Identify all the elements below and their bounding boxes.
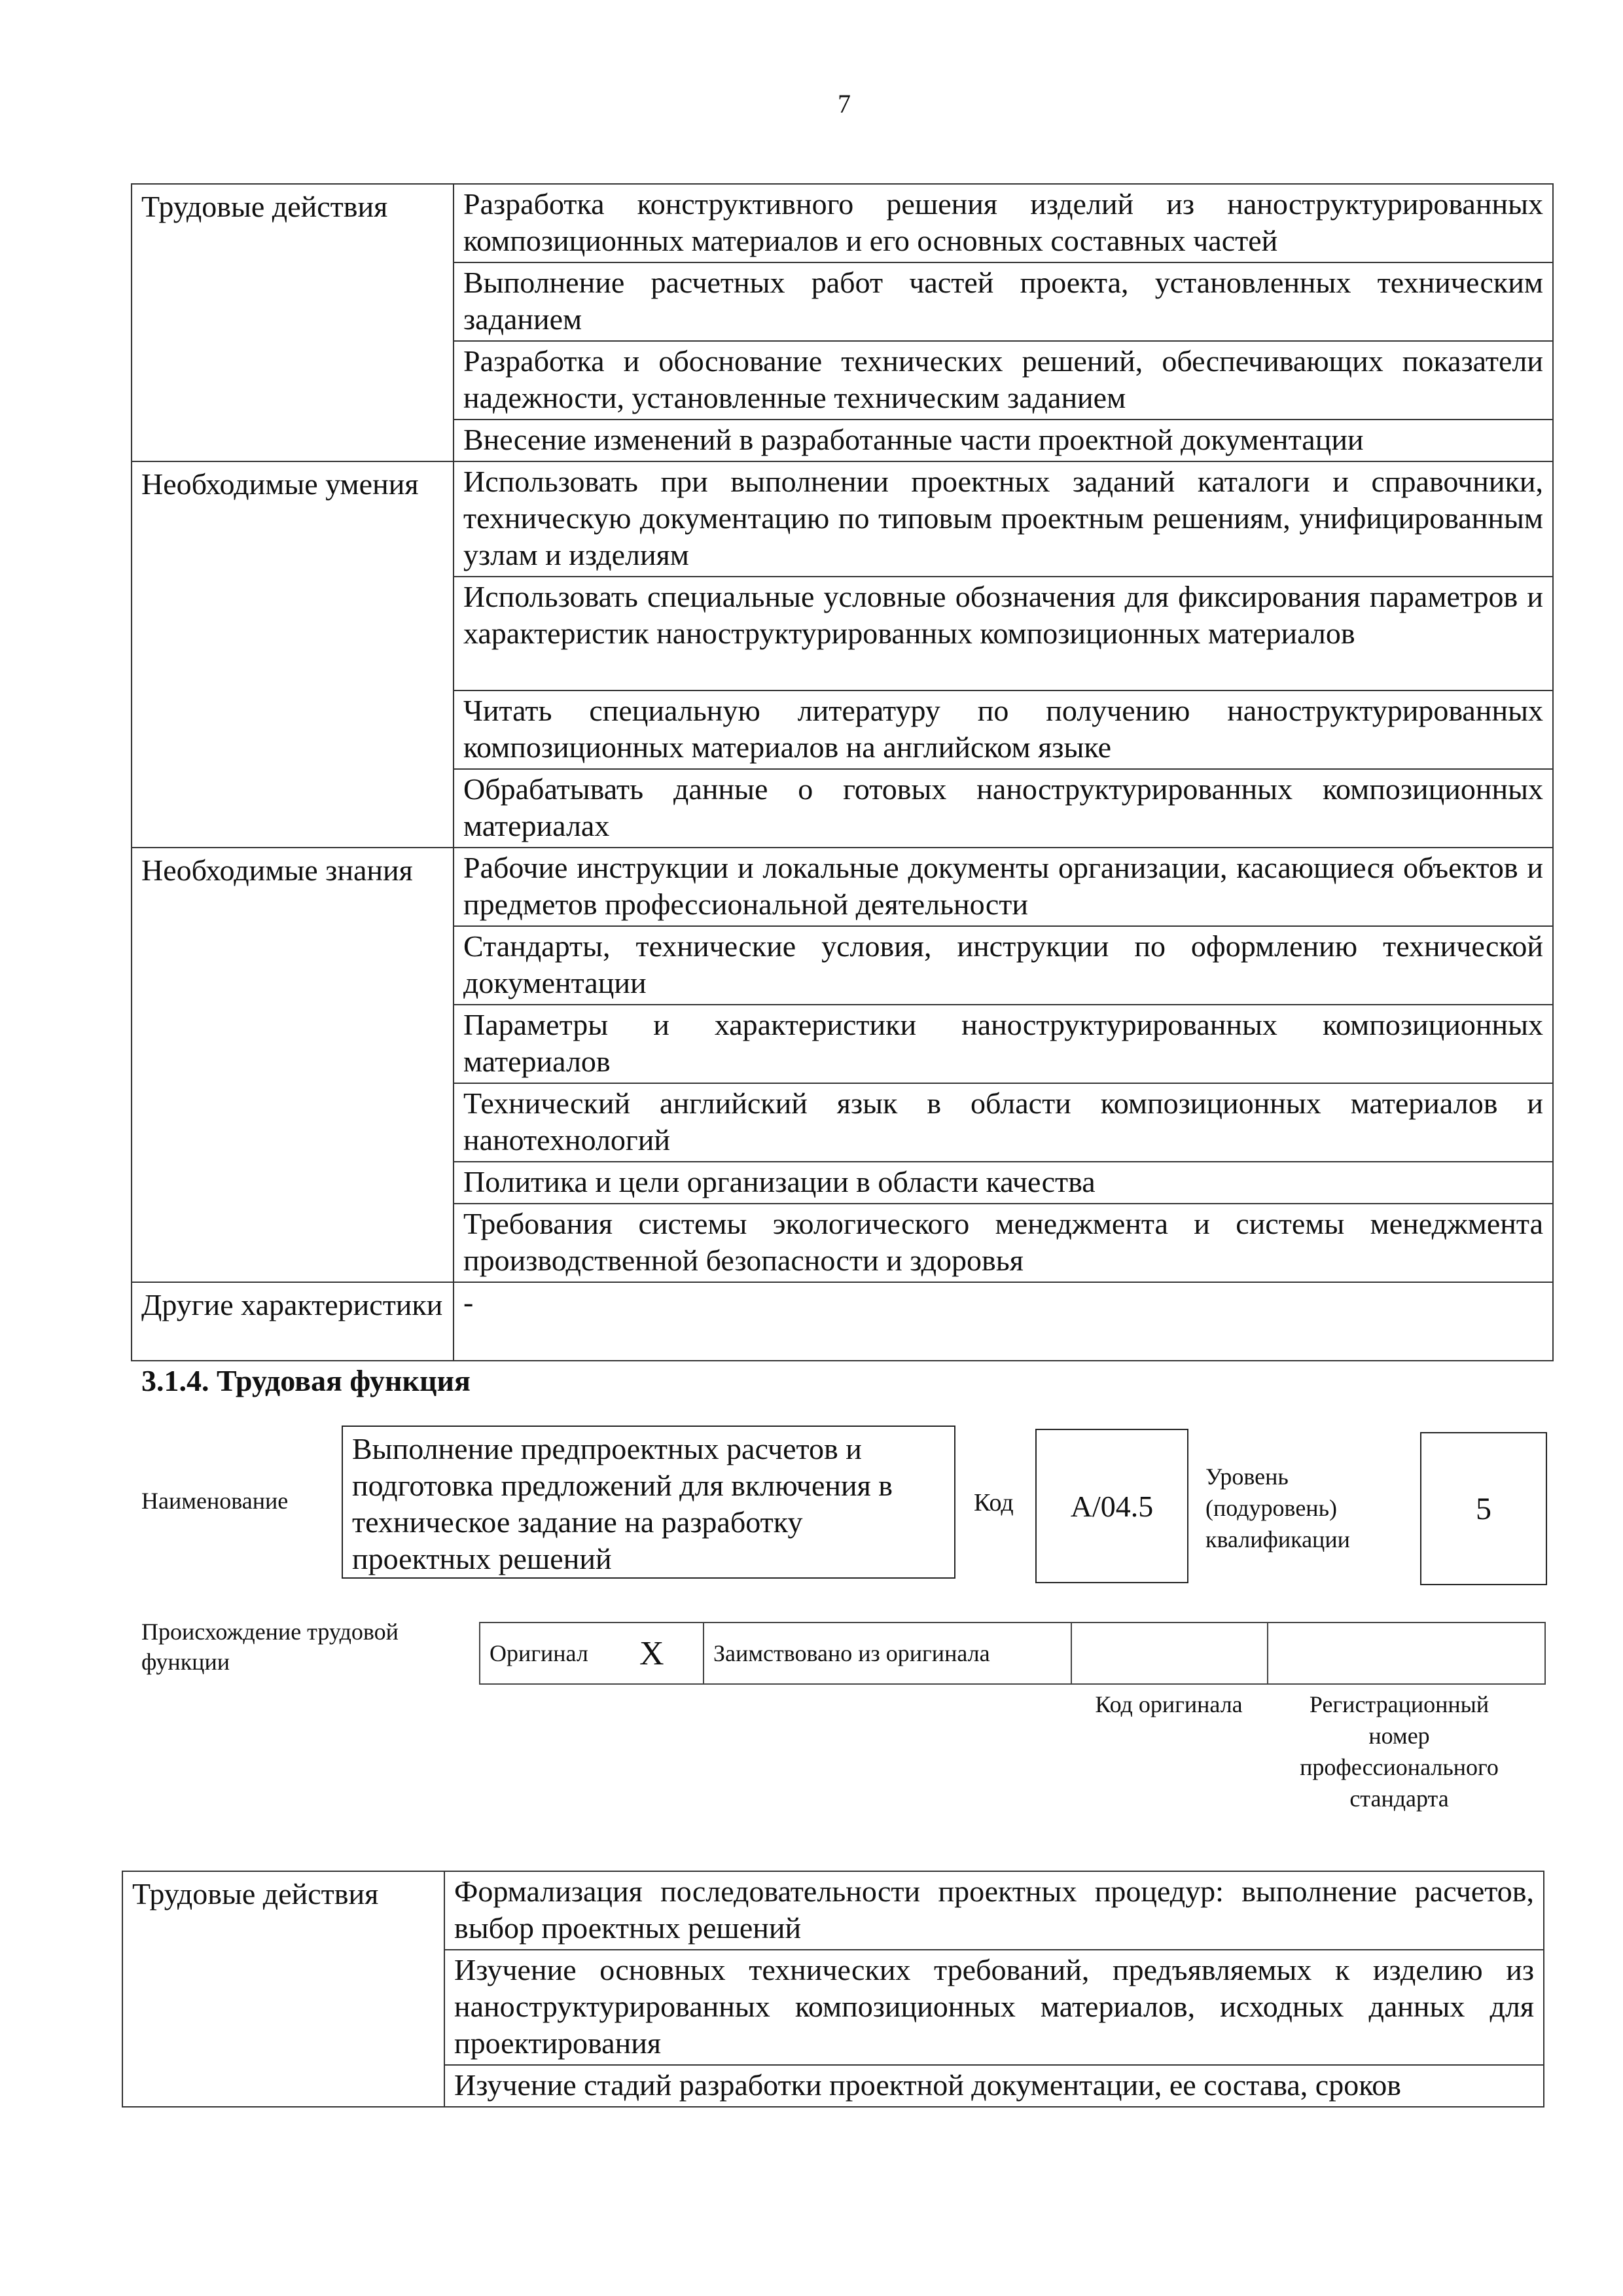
original-label: Оригинал bbox=[480, 1623, 630, 1684]
table-cell: Использовать при выполнении проектных заданий каталоги и справочники, техническую документацию по типовым проектным решениям, унифицированным узлам и изделиям bbox=[454, 461, 1553, 577]
code-label: Код bbox=[974, 1489, 1014, 1516]
origin-table bbox=[479, 1622, 1546, 1685]
table-row bbox=[122, 1871, 1544, 1950]
qualification-level-box: 5 bbox=[1420, 1432, 1547, 1585]
name-label: Наименование bbox=[141, 1488, 289, 1514]
table-cell: Выполнение расчетных работ частей проекта, установленных техническим заданием bbox=[454, 262, 1553, 341]
function-code-box: A/04.5 bbox=[1035, 1429, 1188, 1583]
table-cell: Разработка и обоснование технических решений, обеспечивающих показатели надежности, установленные техническим заданием bbox=[454, 341, 1553, 420]
row-label-labor-actions: Трудовые действия bbox=[122, 1871, 444, 2107]
table-cell: Формализация последовательности проектных процедур: выполнение расчетов, выбор проектных решений bbox=[444, 1871, 1544, 1950]
table-cell: Изучение основных технических требований, предъявляемых к изделию из наноструктурированных композиционных материалов, исходных данных для проектирования bbox=[444, 1950, 1544, 2065]
table-row bbox=[132, 461, 1553, 577]
table-cell: Читать специальную литературу по получению наноструктурированных композиционных материалов на английском языке bbox=[454, 691, 1553, 769]
table-cell: Использовать специальные условные обозначения для фиксирования параметров и характеристик наноструктурированных композиционных материалов bbox=[454, 577, 1553, 691]
table-cell: Изучение стадий разработки проектной документации, ее состава, сроков bbox=[444, 2065, 1544, 2107]
page-number: 7 bbox=[838, 89, 851, 118]
function-name-box: Выполнение предпроектных расчетов и подготовка предложений для включения в техническое задание на разработку проектных решений bbox=[342, 1426, 955, 1579]
table-row bbox=[132, 1282, 1553, 1361]
table-cell: Требования системы экологического менеджмента и системы менеджмента производственной безопасности и здоровья bbox=[454, 1204, 1553, 1282]
borrowed-label: Заимствовано из оригинала bbox=[704, 1623, 1071, 1684]
level-label: Уровень (подуровень) квалификации bbox=[1205, 1463, 1350, 1552]
table-row bbox=[132, 184, 1553, 262]
table-cell: Рабочие инструкции и локальные документы организации, касающиеся объектов и предметов профессиональной деятельности bbox=[454, 848, 1553, 926]
reg-number-caption: Регистрационный номер профессионального стандарта bbox=[1300, 1691, 1499, 1812]
original-mark: X bbox=[630, 1623, 704, 1684]
table-cell: Технический английский язык в области композиционных материалов и нанотехнологий bbox=[454, 1083, 1553, 1162]
table-cell: Стандарты, технические условия, инструкции по оформлению технической документации bbox=[454, 926, 1553, 1005]
row-label-labor-actions: Трудовые действия bbox=[132, 184, 454, 461]
origin-label: Происхождение трудовой функции bbox=[141, 1619, 399, 1675]
original-code-caption: Код оригинала bbox=[1095, 1691, 1243, 1717]
table-cell: Параметры и характеристики наноструктурированных композиционных материалов bbox=[454, 1005, 1553, 1083]
table-cell: Внесение изменений в разработанные части проектной документации bbox=[454, 420, 1553, 461]
reg-number-cell bbox=[1268, 1623, 1545, 1684]
table-row bbox=[480, 1623, 1545, 1684]
table-row bbox=[132, 848, 1553, 926]
row-label-other-characteristics: Другие характеристики bbox=[132, 1282, 454, 1361]
table-cell: Политика и цели организации в области качества bbox=[454, 1162, 1553, 1204]
labor-function-table-2 bbox=[122, 1871, 1544, 2108]
section-heading: 3.1.4. Трудовая функция bbox=[141, 1364, 471, 1397]
row-label-required-knowledge: Необходимые знания bbox=[132, 848, 454, 1282]
original-code-cell bbox=[1071, 1623, 1268, 1684]
table-cell: Разработка конструктивного решения изделий из наноструктурированных композиционных материалов и его основных составных частей bbox=[454, 184, 1553, 262]
labor-function-table-1 bbox=[131, 183, 1554, 1361]
row-label-required-skills: Необходимые умения bbox=[132, 461, 454, 848]
table-cell: - bbox=[454, 1282, 1553, 1361]
table-cell: Обрабатывать данные о готовых наноструктурированных композиционных материалах bbox=[454, 769, 1553, 848]
